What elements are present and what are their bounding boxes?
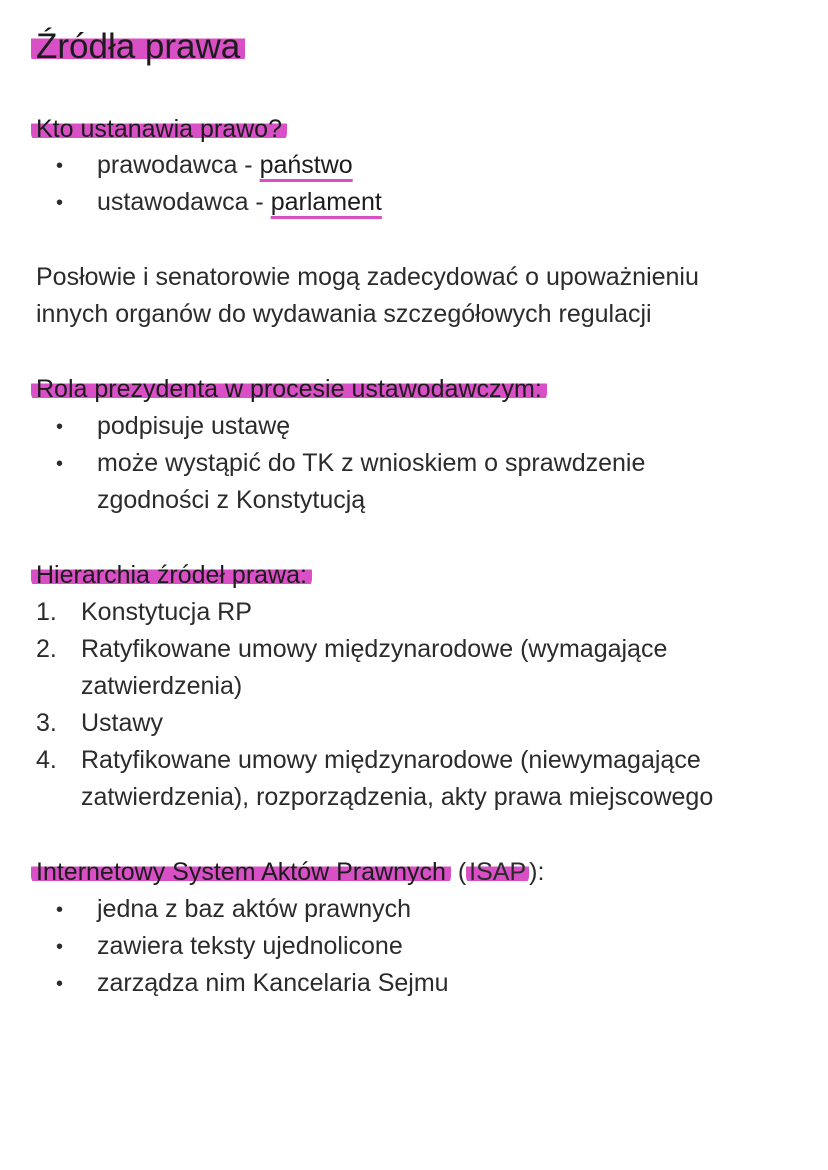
page-title-text: Źródła prawa [31, 27, 245, 66]
emphasis-state: państwo [259, 151, 353, 179]
list-item-signs: podpisuje ustawę [97, 412, 291, 440]
hierarchy-item-2-line-1: Ratyfikowane umowy międzynarodowe (wymagające [81, 635, 668, 663]
section-who-heading: Kto ustanawia prawo? [36, 114, 287, 144]
isap-item-1: jedna z baz aktów prawnych [97, 895, 412, 923]
hierarchy-item-1: Konstytucja RP [81, 598, 252, 626]
list-item-tk-line-2: zgodności z Konstytucją [97, 486, 366, 514]
list-item-lawmaker: prawodawca - państwo [97, 151, 353, 179]
bullet-marker: • [56, 155, 64, 177]
bullet-marker: • [56, 192, 64, 214]
bullet-marker: • [56, 416, 64, 438]
list-number: 3. [36, 709, 57, 737]
hierarchy-item-2-line-2: zatwierdzenia) [81, 672, 243, 700]
bullet-marker: • [56, 973, 64, 995]
list-number: 2. [36, 635, 57, 663]
bullet-marker: • [56, 936, 64, 958]
section-president-heading: Rola prezydenta w procesie ustawodawczym: [36, 374, 547, 404]
paragraph-line-2: innych organów do wydawania szczegółowych regulacji [36, 300, 652, 328]
list-number: 1. [36, 598, 57, 626]
paragraph-line-1: Posłowie i senatorowie mogą zadecydować o upoważnieniu [36, 263, 699, 291]
list-item-tk-line-1: może wystąpić do TK z wnioskiem o sprawdzenie [97, 449, 646, 477]
page-title [36, 26, 245, 68]
isap-item-2: zawiera teksty ujednolicone [97, 932, 403, 960]
hierarchy-item-3: Ustawy [81, 709, 163, 737]
section-isap-heading: Internetowy System Aktów Prawnych ( ISAP ): [36, 857, 544, 887]
hierarchy-item-4-line-1: Ratyfikowane umowy międzynarodowe (niewymagające [81, 746, 701, 774]
list-number: 4. [36, 746, 57, 774]
isap-item-3: zarządza nim Kancelaria Sejmu [97, 969, 449, 997]
hierarchy-item-4-line-2: zatwierdzenia), rozporządzenia, akty prawa miejscowego [81, 783, 714, 811]
list-item-legislator: ustawodawca - parlament [97, 188, 382, 216]
isap-abbreviation: ISAP [466, 858, 529, 886]
section-hierarchy-heading: Hierarchia źródeł prawa: [36, 560, 312, 590]
emphasis-parliament: parlament [270, 188, 382, 216]
bullet-marker: • [56, 899, 64, 921]
bullet-marker: • [56, 453, 64, 475]
